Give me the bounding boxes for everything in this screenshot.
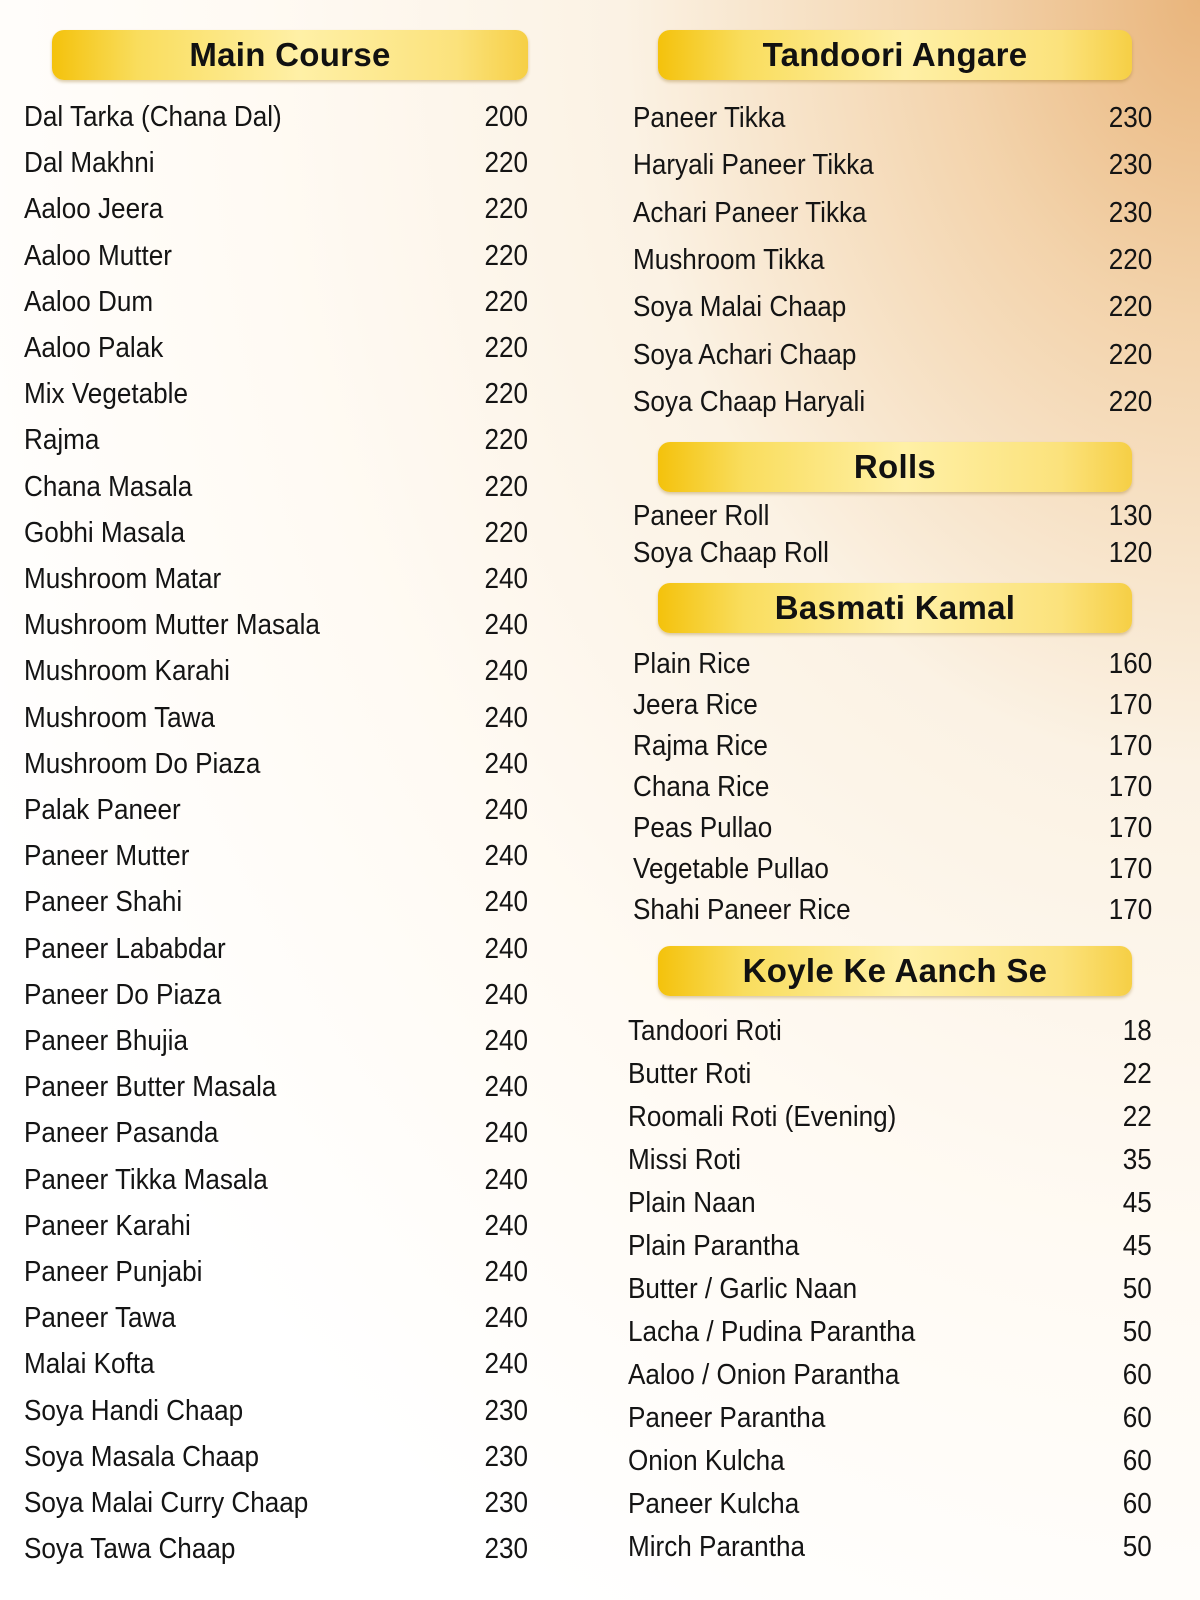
menu-item-name: Aaloo Jeera	[24, 193, 164, 226]
menu-item-row	[633, 812, 1152, 845]
menu-item-row	[24, 748, 528, 781]
menu-item-name: Mushroom Tawa	[24, 701, 215, 734]
menu-item-name: Lacha / Pudina Parantha	[628, 1316, 916, 1348]
menu-item-price: 240	[484, 932, 528, 965]
menu-item-name: Mix Vegetable	[24, 378, 188, 411]
menu-item-price: 240	[484, 978, 528, 1011]
menu-item-name: Paneer Butter Masala	[24, 1071, 277, 1104]
menu-item-price: 220	[484, 516, 528, 549]
menu-item-row	[628, 1402, 1152, 1435]
menu-item-row	[628, 1015, 1152, 1048]
menu-item-name: Achari Paneer Tikka	[633, 196, 867, 229]
menu-item-price: 240	[484, 747, 528, 780]
menu-item-row	[633, 291, 1152, 324]
menu-item-row	[24, 240, 528, 273]
menu-item-name: Plain Rice	[633, 648, 751, 680]
menu-item-price: 240	[484, 1348, 528, 1381]
menu-item-name: Mushroom Do Piaza	[24, 747, 261, 780]
menu-item-name: Paneer Pasanda	[24, 1117, 219, 1150]
menu-item-price: 240	[484, 1256, 528, 1288]
menu-item-name: Soya Tawa Chaap	[24, 1533, 236, 1566]
menu-item-price: 220	[1108, 338, 1153, 371]
menu-item-row	[633, 197, 1152, 230]
menu-item-name: Rajma	[24, 424, 100, 457]
menu-item-price: 50	[1122, 1273, 1152, 1305]
menu-item-row	[24, 702, 528, 735]
menu-item-name: Chana Masala	[24, 470, 193, 503]
section-header-main-course	[52, 30, 528, 80]
menu-item-name: Peas Pullao	[633, 812, 773, 844]
menu-item-row	[24, 1117, 528, 1150]
menu-item-row	[633, 894, 1152, 927]
menu-item-name: Dal Tarka (Chana Dal)	[24, 101, 282, 133]
menu-item-price: 170	[1108, 853, 1153, 885]
menu-item-price: 170	[1108, 812, 1153, 844]
menu-item-row	[24, 563, 528, 596]
menu-item-price: 240	[484, 609, 528, 642]
menu-item-row	[633, 689, 1152, 722]
menu-item-row	[628, 1359, 1152, 1392]
menu-item-row	[24, 886, 528, 919]
menu-item-name: Onion Kulcha	[628, 1445, 785, 1477]
menu-item-row	[628, 1187, 1152, 1220]
menu-item-price: 220	[484, 332, 528, 364]
menu-item-price: 230	[484, 1394, 528, 1427]
menu-item-name: Mirch Parantha	[628, 1531, 805, 1563]
menu-item-price: 22	[1122, 1058, 1152, 1090]
menu-item-name: Rajma Rice	[633, 730, 768, 762]
menu-item-name: Vegetable Pullao	[633, 853, 829, 885]
menu-item-row	[633, 771, 1152, 804]
menu-item-row	[628, 1273, 1152, 1306]
menu-item-row	[24, 378, 528, 411]
menu-item-row	[633, 244, 1152, 277]
menu-item-name: Chana Rice	[633, 771, 770, 803]
menu-item-row	[628, 1531, 1152, 1564]
section-title: Main Course	[189, 36, 391, 73]
menu-item-row	[24, 424, 528, 457]
menu-item-row	[24, 1348, 528, 1381]
menu-item-row	[24, 193, 528, 226]
menu-item-name: Plain Parantha	[628, 1230, 800, 1262]
menu-item-price: 220	[484, 193, 528, 226]
menu-item-price: 130	[1108, 500, 1153, 532]
menu-item-row	[628, 1058, 1152, 1091]
menu-item-name: Tandoori Roti	[628, 1015, 782, 1047]
menu-item-name: Soya Achari Chaap	[633, 338, 857, 371]
section-header-rolls	[658, 442, 1132, 492]
menu-item-price: 60	[1122, 1445, 1152, 1477]
menu-item-name: Mushroom Tikka	[633, 243, 825, 276]
menu-item-price: 230	[484, 1440, 528, 1473]
menu-item-price: 120	[1108, 537, 1153, 569]
menu-item-row	[24, 1025, 528, 1058]
menu-item-price: 170	[1108, 771, 1153, 803]
menu-item-row	[24, 1256, 528, 1289]
menu-item-price: 240	[484, 1209, 528, 1242]
menu-item-price: 240	[484, 563, 528, 595]
menu-item-row	[24, 1533, 528, 1566]
menu-item-row	[633, 339, 1152, 372]
menu-item-row	[633, 853, 1152, 886]
menu-item-row	[628, 1230, 1152, 1263]
menu-item-row	[24, 1164, 528, 1197]
menu-item-name: Paneer Karahi	[24, 1209, 191, 1242]
menu-item-name: Soya Masala Chaap	[24, 1440, 260, 1473]
menu-item-price: 230	[1108, 196, 1153, 229]
section-header-basmati-kamal	[658, 583, 1132, 633]
menu-item-name: Gobhi Masala	[24, 516, 186, 549]
menu-item-row	[633, 386, 1152, 419]
menu-item-row	[24, 332, 528, 365]
menu-item-row	[24, 517, 528, 550]
menu-item-name: Paneer Tawa	[24, 1302, 176, 1335]
section-header-tandoori-angare	[658, 30, 1132, 80]
menu-item-name: Paneer Lababdar	[24, 932, 226, 965]
menu-item-row	[24, 1487, 528, 1520]
menu-item-price: 220	[484, 470, 528, 503]
menu-item-row	[24, 933, 528, 966]
menu-item-row	[628, 1101, 1152, 1134]
section-title: Koyle Ke Aanch Se	[742, 952, 1048, 989]
menu-item-name: Soya Malai Chaap	[633, 291, 847, 324]
menu-item-row	[24, 979, 528, 1012]
menu-item-price: 35	[1122, 1144, 1152, 1176]
menu-item-price: 220	[484, 285, 528, 318]
menu-item-price: 230	[484, 1533, 528, 1566]
menu-item-name: Paneer Parantha	[628, 1402, 826, 1434]
menu-item-name: Soya Handi Chaap	[24, 1394, 244, 1427]
menu-item-name: Mushroom Matar	[24, 563, 222, 595]
menu-item-price: 240	[484, 794, 528, 826]
menu-item-name: Soya Chaap Roll	[633, 537, 829, 569]
menu-item-price: 60	[1122, 1359, 1152, 1391]
section-title: Tandoori Angare	[762, 36, 1028, 73]
menu-item-name: Shahi Paneer Rice	[633, 894, 851, 926]
menu-item-name: Paneer Roll	[633, 500, 770, 532]
section-title: Rolls	[853, 448, 937, 485]
menu-item-price: 45	[1122, 1230, 1152, 1262]
menu-item-name: Dal Makhni	[24, 147, 155, 180]
menu-item-name: Soya Malai Curry Chaap	[24, 1487, 309, 1519]
menu-item-row	[24, 147, 528, 180]
menu-item-price: 240	[484, 1163, 528, 1196]
menu-item-row	[628, 1144, 1152, 1177]
menu-item-price: 220	[1108, 385, 1153, 418]
menu-item-price: 50	[1122, 1531, 1152, 1563]
menu-item-price: 240	[484, 1025, 528, 1057]
menu-item-name: Aaloo Palak	[24, 332, 164, 364]
menu-item-price: 230	[1108, 102, 1153, 134]
menu-item-name: Paneer Tikka Masala	[24, 1163, 268, 1196]
menu-item-price: 220	[484, 378, 528, 411]
menu-item-row	[633, 102, 1152, 135]
menu-item-name: Mushroom Karahi	[24, 655, 230, 688]
menu-item-price: 240	[484, 886, 528, 919]
menu-item-price: 240	[484, 1302, 528, 1335]
menu-item-row	[24, 1071, 528, 1104]
menu-item-name: Paneer Do Piaza	[24, 978, 222, 1011]
menu-item-price: 220	[1108, 243, 1153, 276]
menu-item-price: 220	[484, 147, 528, 180]
menu-item-name: Paneer Punjabi	[24, 1256, 203, 1288]
menu-item-price: 220	[1108, 291, 1153, 324]
menu-item-name: Paneer Tikka	[633, 102, 786, 134]
menu-item-name: Mushroom Mutter Masala	[24, 609, 320, 642]
menu-item-row	[24, 794, 528, 827]
menu-item-price: 18	[1122, 1015, 1152, 1047]
menu-item-row	[24, 840, 528, 873]
menu-item-name: Haryali Paneer Tikka	[633, 149, 874, 182]
menu-item-name: Plain Naan	[628, 1187, 756, 1219]
menu-item-price: 170	[1108, 689, 1153, 721]
menu-item-name: Paneer Kulcha	[628, 1488, 800, 1520]
menu-item-row	[24, 655, 528, 688]
menu-item-row	[24, 1395, 528, 1428]
menu-item-row	[24, 471, 528, 504]
menu-item-row	[633, 537, 1152, 570]
menu-item-row	[633, 149, 1152, 182]
menu-item-price: 50	[1122, 1316, 1152, 1348]
menu-item-price: 240	[484, 840, 528, 873]
menu-item-name: Butter / Garlic Naan	[628, 1273, 858, 1305]
menu-item-price: 200	[484, 101, 528, 133]
menu-item-name: Paneer Bhujia	[24, 1025, 188, 1057]
menu-item-name: Roomali Roti (Evening)	[628, 1101, 897, 1133]
menu-item-price: 22	[1122, 1101, 1152, 1133]
menu-item-price: 170	[1108, 730, 1153, 762]
menu-item-price: 45	[1122, 1187, 1152, 1219]
menu-item-row	[628, 1316, 1152, 1349]
section-title: Basmati Kamal	[774, 589, 1016, 626]
section-header-koyle-ke-aanch-se	[658, 946, 1132, 996]
menu-item-row	[24, 286, 528, 319]
menu-item-price: 240	[484, 701, 528, 734]
menu-item-row	[24, 1210, 528, 1243]
menu-item-name: Aaloo Dum	[24, 285, 154, 318]
menu-item-row	[628, 1488, 1152, 1521]
menu-item-name: Soya Chaap Haryali	[633, 385, 866, 418]
menu-item-name: Paneer Shahi	[24, 886, 183, 919]
menu-item-price: 240	[484, 655, 528, 688]
menu-item-row	[24, 1302, 528, 1335]
menu-item-name: Aaloo Mutter	[24, 239, 172, 272]
menu-item-price: 240	[484, 1071, 528, 1104]
menu-item-name: Paneer Mutter	[24, 840, 190, 873]
menu-item-price: 230	[484, 1487, 528, 1519]
menu-item-price: 240	[484, 1117, 528, 1150]
menu-item-row	[633, 500, 1152, 533]
menu-item-row	[24, 101, 528, 134]
menu-item-price: 60	[1122, 1488, 1152, 1520]
menu-item-price: 230	[1108, 149, 1153, 182]
menu-item-name: Palak Paneer	[24, 794, 181, 826]
menu-item-row	[628, 1445, 1152, 1478]
menu-item-name: Jeera Rice	[633, 689, 758, 721]
menu-item-row	[24, 609, 528, 642]
menu-item-name: Malai Kofta	[24, 1348, 155, 1381]
menu-item-name: Missi Roti	[628, 1144, 742, 1176]
menu-item-price: 60	[1122, 1402, 1152, 1434]
menu-item-price: 160	[1108, 648, 1153, 680]
menu-item-price: 220	[484, 239, 528, 272]
menu-item-name: Aaloo / Onion Parantha	[628, 1359, 900, 1391]
menu-item-price: 170	[1108, 894, 1153, 926]
menu-item-price: 220	[484, 424, 528, 457]
menu-item-row	[633, 730, 1152, 763]
menu-item-row	[24, 1441, 528, 1474]
menu-item-row	[633, 648, 1152, 681]
menu-item-name: Butter Roti	[628, 1058, 752, 1090]
